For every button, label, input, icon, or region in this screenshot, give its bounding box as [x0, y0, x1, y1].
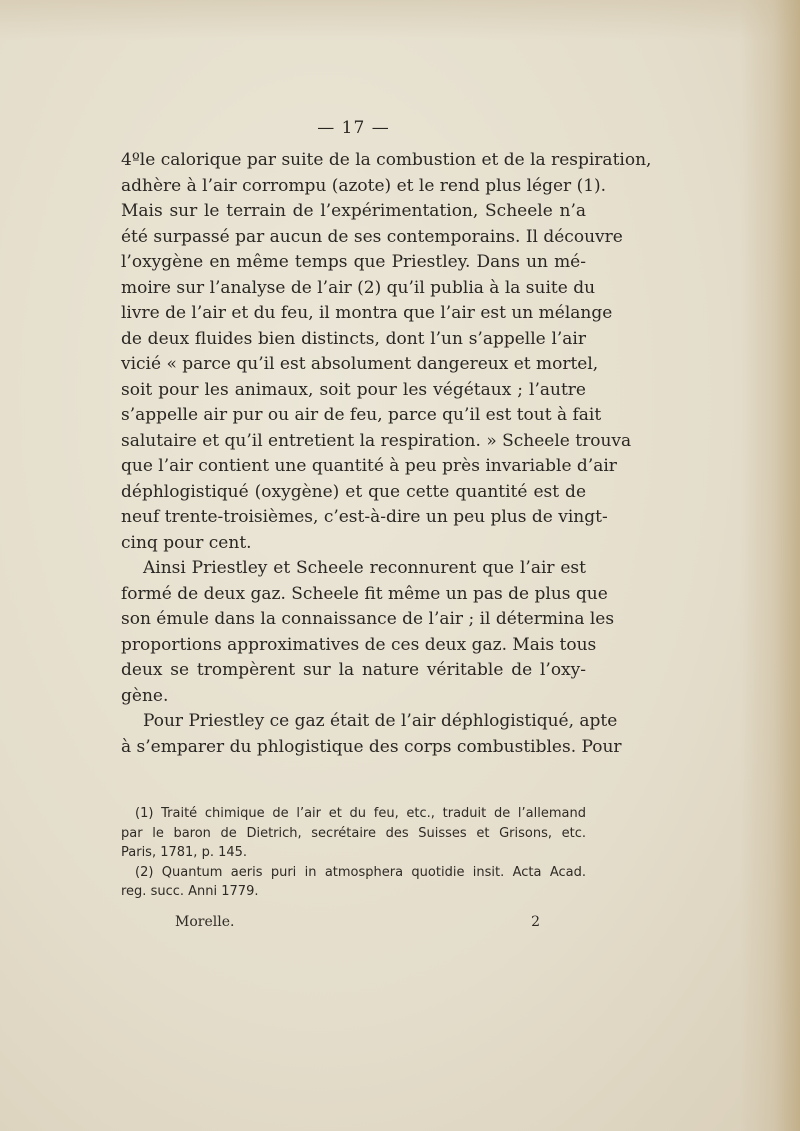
- printer-signature-row: [175, 914, 540, 930]
- footnotes: [121, 804, 586, 902]
- footnote-line: Paris, 1781, p. 145.: [121, 845, 248, 860]
- body-line: moire sur l’analyse de l’air (2) qu’il publia à la suite du: [121, 277, 596, 298]
- body-line: gène.: [121, 685, 169, 706]
- body-line: s’appelle air pur ou air de feu, parce qu’il est tout à fait: [121, 405, 602, 425]
- body-line: proportions approximatives de ces deux gaz. Mais tous: [121, 634, 597, 655]
- page-edge-shading-right: [740, 0, 800, 1131]
- body-line: cinq pour cent.: [121, 532, 252, 553]
- body-line: livre de l’air et du feu, il montra que l’air est un mélange: [121, 303, 613, 323]
- body-line: adhère à l’air corrompu (azote) et le rend plus léger (1).: [121, 175, 607, 196]
- body-line: formé de deux gaz. Scheele fit même un pas de plus que: [121, 583, 608, 604]
- body-line: soit pour les animaux, soit pour les végétaux ; l’autre: [121, 379, 586, 400]
- body-line: vicié « parce qu’il est absolument dangereux et mortel,: [121, 354, 599, 374]
- body-line: neuf trente-troisièmes, c’est-à-dire un peu plus de vingt-: [121, 507, 608, 527]
- page-number: — 17 —: [317, 118, 390, 138]
- body-line: 4ºle calorique par suite de la combustion et de la respiration,: [121, 150, 652, 170]
- body-line: Pour Priestley ce gaz était de l’air déphlogistiqué, apte: [143, 711, 618, 731]
- body-line: à s’emparer du phlogistique des corps combustibles. Pour: [121, 736, 622, 757]
- footnote-line: (2) Quantum aeris puri in atmosphera quotidie insit. Acta Acad.: [135, 864, 586, 880]
- footnote-line: (1) Traité chimique de l’air et du feu, etc., traduit de l’allemand: [135, 806, 586, 821]
- body-line: Mais sur le terrain de l’expérimentation, Scheele n’a: [121, 201, 586, 221]
- page-edge-shading-top: [0, 0, 800, 40]
- signature-author: Morelle.: [175, 914, 235, 930]
- body-line: son émule dans la connaissance de l’air ; il détermina les: [121, 609, 615, 629]
- body-line: deux se trompèrent sur la nature véritable de l’oxy-: [121, 660, 586, 680]
- footnote-line: reg. succ. Anni 1779.: [121, 884, 259, 899]
- footnote-line: par le baron de Dietrich, secrétaire des Suisses et Grisons, etc.: [121, 825, 586, 841]
- body-line: Ainsi Priestley et Scheele reconnurent que l’air est: [143, 558, 586, 578]
- body-line: de deux fluides bien distincts, dont l’un s’appelle l’air: [121, 328, 586, 349]
- body-line: déphlogistiqué (oxygène) et que cette quantité est de: [121, 481, 586, 502]
- body-line: que l’air contient une quantité à peu près invariable d’air: [121, 456, 617, 476]
- body-line: l’oxygène en même temps que Priestley. Dans un mé-: [121, 252, 586, 272]
- body-line: été surpassé par aucun de ses contemporains. Il découvre: [121, 226, 623, 247]
- main-text-block: [121, 116, 652, 760]
- body-line: salutaire et qu’il entretient la respiration. » Scheele trouva: [121, 430, 632, 451]
- signature-sheet-number: 2: [531, 914, 540, 930]
